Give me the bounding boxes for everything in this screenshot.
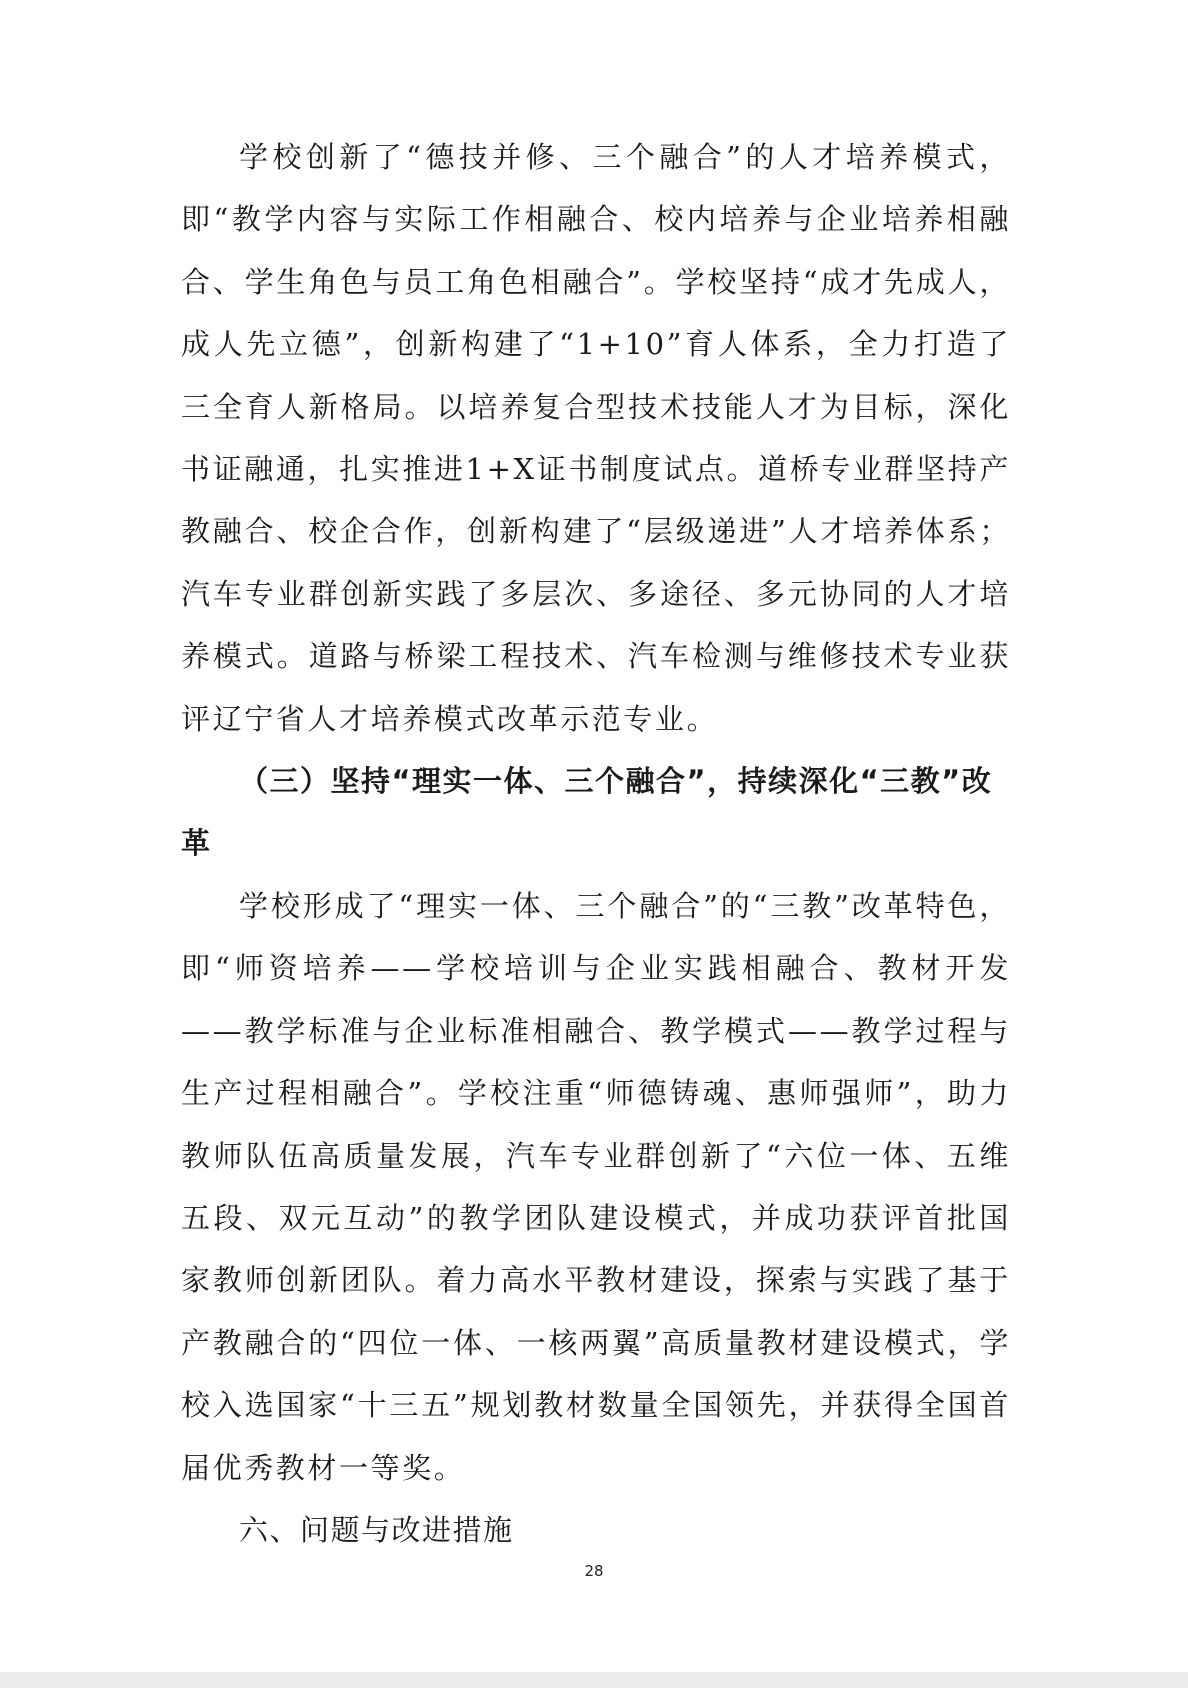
- page-number: 28: [584, 1562, 604, 1580]
- subheading-three-teaching-reform: （三）坚持“理实一体、三个融合”，持续深化“三教”改革: [181, 764, 993, 861]
- page-bottom-edge: [0, 1672, 1188, 1688]
- page-content: [181, 126, 1011, 1561]
- paragraph-talent-training: 学校创新了“德技并修、三个融合”的人才培养模式，即“教学内容与实际工作相融合、校内培养与企业培养相融合、学生角色与员工角色相融合”。学校坚持“成才先成人，成人先立德”，创新构建了“1+10”育人体系，全力打造了三全育人新格局。以培养复合型技术技能人才为目标，深化书证融通，扎实推进1+X证书制度试点。道桥专业群坚持产教融合、校企合作，创新构建了“层级递进”人才培养体系；汽车专业群创新实践了多层次、多途径、多元协同的人才培养模式。道路与桥梁工程技术、汽车检测与维修技术专业获评辽宁省人才培养模式改革示范专业。: [181, 140, 1011, 736]
- section-heading-problems: 六、问题与改进措施: [239, 1512, 514, 1547]
- paragraph-three-teaching-reform: 学校形成了“理实一体、三个融合”的“三教”改革特色，即“师资培养——学校培训与企业实践相融合、教材开发——教学标准与企业标准相融合、教学模式——教学过程与生产过程相融合”。学校注重“师德铸魂、惠师强师”，助力教师队伍高质量发展，汽车专业群创新了“六位一体、五维五段、双元互动”的教学团队建设模式，并成功获评首批国家教师创新团队。着力高水平教材建设，探索与实践了基于产教融合的“四位一体、一核两翼”高质量教材建设模式，学校入选国家“十三五”规划教材数量全国领先，并获得全国首届优秀教材一等奖。: [181, 888, 1011, 1485]
